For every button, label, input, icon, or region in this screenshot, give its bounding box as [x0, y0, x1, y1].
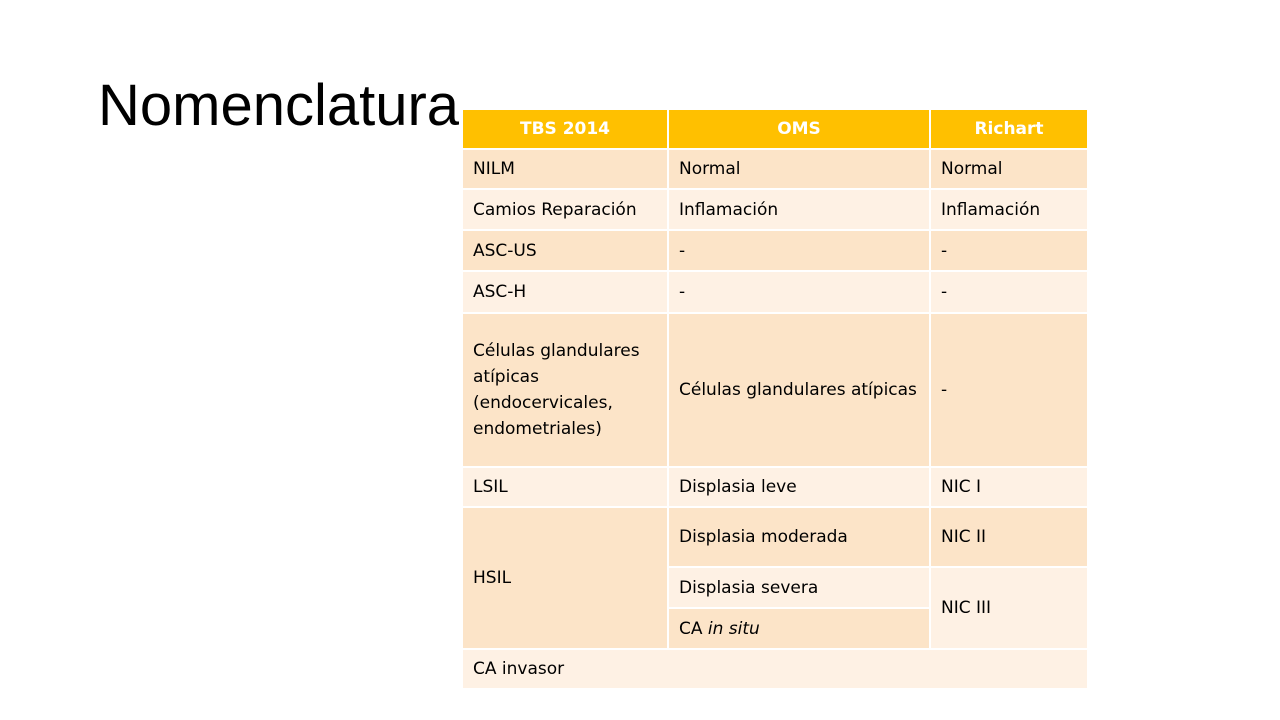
cell-richart: NIC II	[930, 507, 1088, 567]
cell-richart: Normal	[930, 149, 1088, 189]
ca-prefix: CA	[679, 618, 708, 639]
cell-richart: -	[930, 271, 1088, 313]
header-richart: Richart	[930, 109, 1088, 149]
table-footer-row	[462, 649, 1088, 689]
cell-oms: Displasia severa	[668, 567, 930, 608]
slide-title: Nomenclatura	[98, 73, 460, 138]
cell-tbs: Camios Reparación	[462, 189, 668, 230]
nomenclature-table	[461, 108, 1089, 690]
cell-oms: Displasia leve	[668, 467, 930, 507]
table-row	[462, 230, 1088, 271]
cell-richart: NIC I	[930, 467, 1088, 507]
table-row	[462, 271, 1088, 313]
cell-ca-invasor: CA invasor	[462, 649, 1088, 689]
cell-tbs: LSIL	[462, 467, 668, 507]
header-tbs-2014: TBS 2014	[462, 109, 668, 149]
cell-tbs: NILM	[462, 149, 668, 189]
cell-oms	[668, 313, 930, 467]
cell-oms: -	[668, 230, 930, 271]
table-row	[462, 313, 1088, 467]
cell-tbs: ASC-US	[462, 230, 668, 271]
cell-tbs	[462, 313, 668, 467]
cell-oms: Normal	[668, 149, 930, 189]
table-header-row	[462, 109, 1088, 149]
table-row	[462, 189, 1088, 230]
table-row	[462, 149, 1088, 189]
cell-oms: Displasia moderada	[668, 507, 930, 567]
cell-richart: Inflamación	[930, 189, 1088, 230]
cell-richart	[930, 313, 1088, 467]
table-row	[462, 507, 1088, 567]
cell-oms: -	[668, 271, 930, 313]
cell-text: Células glandulares atípicas (endocervicales, endometriales)	[473, 341, 640, 439]
table-row	[462, 467, 1088, 507]
cell-oms-ca-in-situ	[668, 608, 930, 649]
in-situ-italic: in situ	[707, 618, 760, 639]
cell-richart-nic-iii: NIC III	[930, 567, 1088, 649]
cell-oms: Inflamación	[668, 189, 930, 230]
cell-richart: -	[930, 230, 1088, 271]
cell-tbs: ASC-H	[462, 271, 668, 313]
cell-tbs-hsil: HSIL	[462, 507, 668, 649]
cell-text: Células glandulares atípicas	[679, 380, 917, 400]
header-oms: OMS	[668, 109, 930, 149]
cell-text: -	[941, 380, 948, 400]
